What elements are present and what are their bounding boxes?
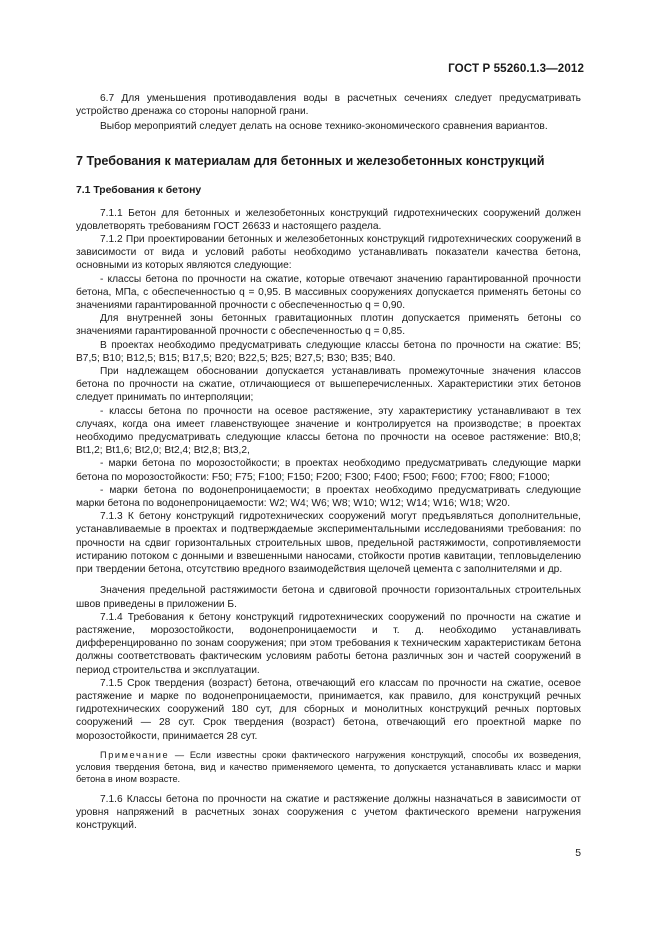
list-item-tension-classes: - классы бетона по прочности на осевое растяжение, эту характеристику устанавливают в тех случаях, когда она имеет главенствующее значение и контролируется на производстве; в проектах необходимо предусматривать следующие классы бетона по прочности на осевое растяжение: Bt0,8; Bt1,2; Bt1,6; Bt2,0; Bt2,4; Bt2,8; Bt3,2, — [76, 405, 581, 457]
paragraph-7-1-4: 7.1.4 Требования к бетону конструкций гидротехнических сооружений по прочности на сжатие и растяжение, морозостойкости, водонепроницаемости и т. д. необходимо устанавливать дифференцированно по зонам сооружения; при этом требования к техническим характеристикам бетона должны соответствовать фактическим условиям работы бетона различных зон и частей сооружений в период строительства и эксплуатации. — [76, 611, 581, 676]
paragraph-7-1-1: 7.1.1 Бетон для бетонных и железобетонных конструкций гидротехнических сооружений должен удовлетворять требованиям ГОСТ 26633 и настоящего раздела. — [76, 207, 581, 232]
paragraph-7-1-5: 7.1.5 Срок твердения (возраст) бетона, отвечающий его классам по прочности на сжатие, осевое растяжение и марке по водонепроницаемости, принимается, как правило, для конструкций речных гидротехнических сооружений 180 сут, для сборных и монолитных конструкций речных портовых сооружений — 28 сут. Срок твердения (возраст) бетона, отвечающий его проектной марке по морозостойкости, принимается 28 сут. — [76, 677, 581, 742]
list-item-compression-classes: - классы бетона по прочности на сжатие, которые отвечают значению гарантированной прочности бетона, МПа, с обеспеченностью q = 0,95. В массивных сооружениях допускается применять бетоны со значениями гарантированной прочности с обеспеченностью q = 0,90. — [76, 273, 581, 312]
paragraph-7-1-6: 7.1.6 Классы бетона по прочности на сжатие и растяжение должны назначаться в зависимости от уровня напряжений в расчетных зонах сооружения с учетом фактического времени нагружения конструкций. — [76, 793, 581, 832]
note-text: — Если известны сроки фактического нагружения конструкций, способы их возведения, условия твердения бетона, вид и качество применяемого цемента, то допускается устанавливать класс и марки бетона в ином возрасте. — [76, 749, 581, 784]
page-content — [76, 92, 581, 832]
paragraph-inner-zone: Для внутренней зоны бетонных гравитационных плотин допускается применять бетоны со значениями гарантированной прочности с обеспеченностью q = 0,85. — [76, 313, 581, 338]
paragraph-7-1-3: 7.1.3 К бетону конструкций гидротехнических сооружений могут предъявляться дополнительные, устанавливаемые в проектах и подтверждаемые экспериментальными исследованиями требования: по прочности на сдвиг горизонтальных строительных швов, предельной растяжимости, сопротивляемости истиранию потоком с донными и взвешенными наносами, стойкости против кавитации, тепловыделению при твердении бетона, отсутствию вредного взаимодействия щелочей цемента с заполнителями и др. — [76, 511, 581, 576]
paragraph-intermediate-classes: При надлежащем обосновании допускается устанавливать промежуточные значения классов бетона по прочности на сжатие, отличающиеся от вышеперечисленных. Характеристики этих бетонов следует принимать по интерполяции; — [76, 366, 581, 404]
note-label: Примечание — [100, 749, 170, 760]
list-item-frost-grades: - марки бетона по морозостойкости; в проектах необходимо предусматривать следующие марки бетона по морозостойкости: F50; F75; F100; F150; F200; F300; F400; F500; F600; F700; F800; F1000; — [76, 458, 581, 483]
section-7-heading: 7 Требования к материалам для бетонных и железобетонных конструкций — [76, 153, 545, 168]
list-item-water-grades: - марки бетона по водонепроницаемости; в проектах необходимо предусматривать следующие марки бетона по водонепроницаемости: W2; W4; W6; W8; W10; W12; W14; W16; W18; W20. — [76, 484, 581, 510]
page-number: 5 — [575, 848, 581, 859]
paragraph-appendix-b: Значения предельной растяжимости бетона и сдвиговой прочности горизонтальных строительных швов приведены в приложении Б. — [76, 585, 581, 610]
note-block — [76, 749, 581, 785]
paragraph-7-1-2: 7.1.2 При проектировании бетонных и железобетонных конструкций гидротехнических сооружений в зависимости от вида и условий работы необходимо устанавливать показатели качества бетона, основными из которых являются следующие: — [76, 234, 581, 272]
paragraph-6-7: 6.7 Для уменьшения противодавления воды в расчетных сечениях следует предусматривать устройство дренажа со стороны напорной грани. — [76, 93, 581, 118]
section-7-1-heading: 7.1 Требования к бетону — [76, 184, 202, 196]
paragraph-b-classes: В проектах необходимо предусматривать следующие классы бетона по прочности на сжатие: В5; В7,5; В10; В12,5; В15; В17,5; В20; В22,5; В25; В27,5; В30; В35; В40. — [76, 339, 581, 364]
paragraph-measures: Выбор мероприятий следует делать на основе технико-экономического сравнения вариантов. — [100, 121, 548, 133]
document-header: ГОСТ Р 55260.1.3—2012 — [448, 62, 584, 75]
